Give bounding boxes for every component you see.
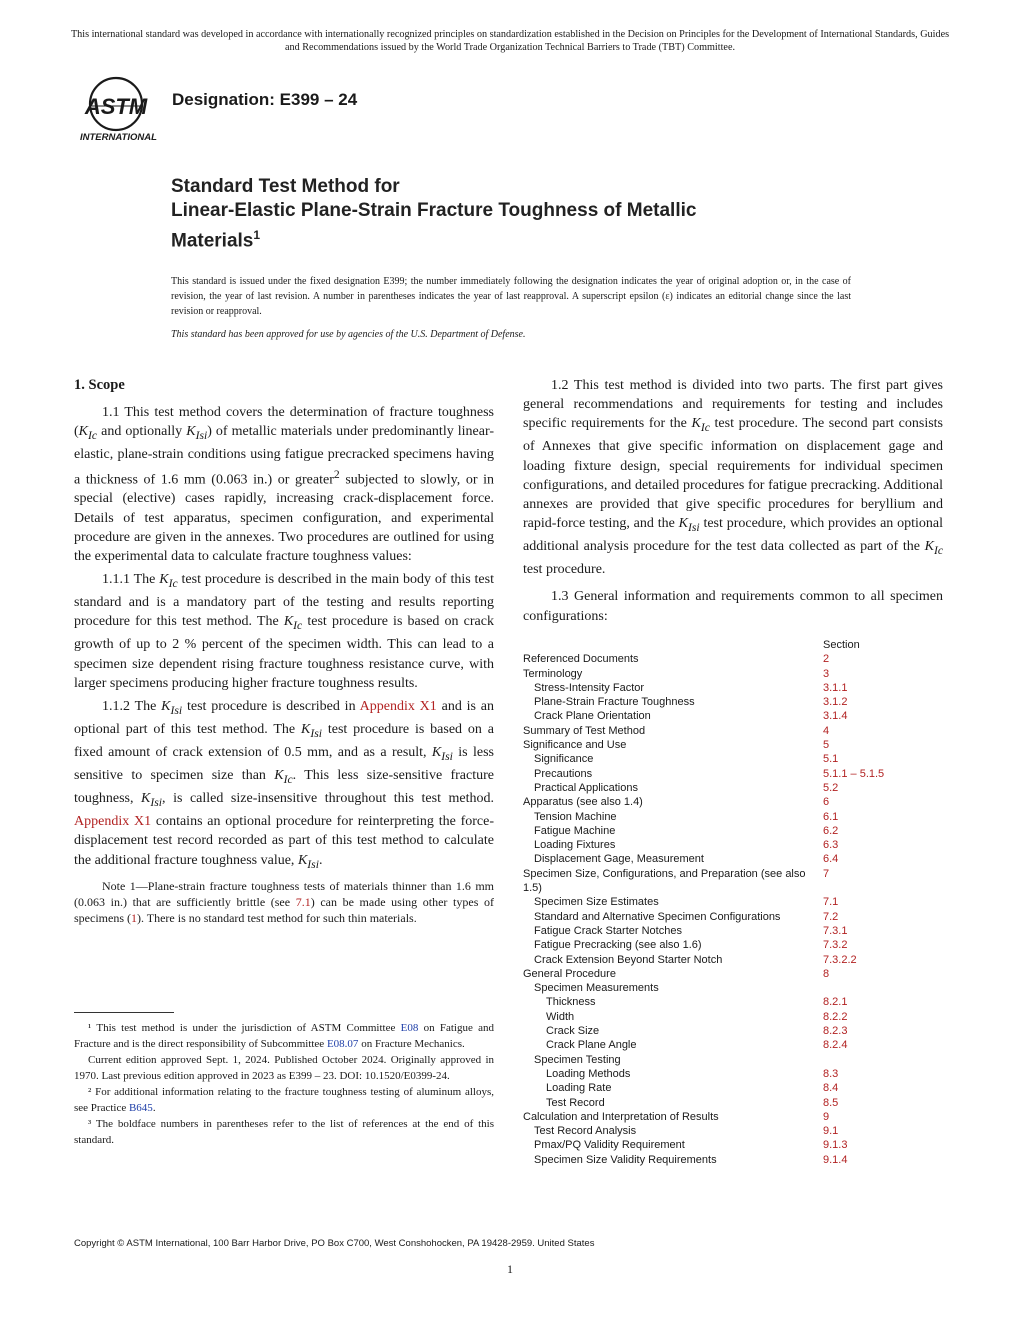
para-1-1-2: 1.1.2 The $K_{Isi}$ test procedure is described in Appendix X1 and is an optional part of this test method. The $K_{Isi}$ test procedure is based on a fixed amount of crack extension of 0.5 mm, and as a result, $K_{Isi}$ is less sensitive to specimen size than $K_{Ic}$. This less size-sensitive fracture toughness, $K_{Isi}$, is called size-insensitive throughout this test method. Appendix X1 contains an optional procedure for reinterpreting the force-displacement test record recorded as part of this test method to calculate the additional fracture toughness value, $K_{Isi}$. xyxy=(74,699,495,871)
toc-label: Significance xyxy=(534,753,594,766)
footnote-1-edition: Current edition approved Sept. 1, 2024. Published October 2024. Originally approved in 1970. Last previous edition approved in 2023 as E399 – 23. DOI: 10.1520/E0399-24. xyxy=(74,1054,494,1082)
e08-07-link[interactable]: E08.07 xyxy=(326,1038,359,1050)
copyright: Copyright © ASTM International, 100 Barr Harbor Drive, PO Box C700, West Conshohocken, PA 19428-2959. United States xyxy=(74,1238,595,1249)
footnote-1: ¹ This test method is under the jurisdiction of ASTM Committee E08 on Fatigue and Fracture and is the direct responsibility of Subcommittee E08.07 on Fracture Mechanics. xyxy=(74,1022,494,1050)
toc-row xyxy=(523,852,943,866)
toc-label: Test Record xyxy=(546,1096,605,1109)
toc-section-link[interactable]: 8.5 xyxy=(823,1096,839,1109)
e08-link[interactable]: E08 xyxy=(400,1022,419,1034)
title-line-2: Linear-Elastic Plane-Strain Fracture Toughness of Metallic xyxy=(171,200,697,221)
toc-section-link[interactable]: 9 xyxy=(823,1110,830,1123)
toc-label: Specimen Testing xyxy=(534,1053,621,1066)
footnote-divider xyxy=(74,1012,174,1013)
toc-row xyxy=(523,1038,943,1052)
toc-section-link[interactable]: 8.2.1 xyxy=(823,996,848,1009)
toc-section-link[interactable]: 5.1 xyxy=(823,753,839,766)
para-1-1: 1.1 This test method covers the determination of fracture toughness ($K_{Ic}$ and optionally $K_{Isi}$) of metallic materials under predominantly linear-elastic, plane-strain conditions using fatigue precracked specimens having a thickness of 1.6 mm (0.063 in.) or greater$^2$ subjected to slowly, or in special (elective) cases rapidly, increasing crack-displacement force. Details of test apparatus, specimen configuration, and experimental procedure are given in the annexes. Two procedures are outlined for using the experimental data to calculate fracture toughness values: xyxy=(74,405,494,565)
designation: Designation: E399 – 24 xyxy=(172,90,358,109)
toc-row xyxy=(523,1024,943,1038)
toc-label: Terminology xyxy=(523,667,583,680)
toc-row xyxy=(523,824,943,838)
toc-label: Loading Fixtures xyxy=(534,839,616,852)
toc-row xyxy=(523,838,943,852)
toc-label: Specimen Size, Configurations, and Preparation (see also 1.5) xyxy=(523,867,806,895)
toc-label: Plane-Strain Fracture Toughness xyxy=(534,696,695,709)
issue-note: This standard is issued under the fixed designation E399; the number immediately following the designation indicates the year of original adoption or, in the case of revision, the year of last revision. A number in parentheses indicates the year of last reapproval. A superscript epsilon (ε) indicates an editorial change since the last revision or reapproval. xyxy=(171,276,851,317)
toc-section-link[interactable]: 2 xyxy=(823,653,830,666)
toc-section-link[interactable]: 8.4 xyxy=(823,1082,839,1095)
footnotes xyxy=(74,1020,494,1148)
toc-row xyxy=(523,652,943,666)
toc-label: Stress-Intensity Factor xyxy=(534,681,645,694)
toc-section-link[interactable]: 8 xyxy=(823,967,830,980)
title-line-1: Standard Test Method for xyxy=(171,176,400,197)
toc-row xyxy=(523,1096,943,1110)
toc-row xyxy=(523,981,943,995)
scope-heading: 1. Scope xyxy=(74,377,125,393)
toc-section-link[interactable]: 4 xyxy=(823,724,830,737)
toc-label: Standard and Alternative Specimen Configurations xyxy=(534,910,781,923)
toc-label: Width xyxy=(546,1010,575,1023)
toc-row xyxy=(523,1153,943,1167)
toc-section-link[interactable]: 8.2.2 xyxy=(823,1010,848,1023)
toc-section-link[interactable]: 7.3.2.2 xyxy=(823,953,857,966)
toc-row xyxy=(523,953,943,967)
toc-section-link[interactable]: 6.1 xyxy=(823,810,839,823)
toc-section-link[interactable]: 5.2 xyxy=(823,781,839,794)
toc-label: Specimen Size Estimates xyxy=(534,896,659,909)
toc-section-link[interactable]: 9.1 xyxy=(823,1125,839,1138)
toc-section-link[interactable]: 7.2 xyxy=(823,910,839,923)
toc-label: Crack Plane Orientation xyxy=(534,710,651,723)
title-line-3: Materials$^1$ xyxy=(171,228,261,252)
para-1-3: 1.3 General information and requirements common to all specimen configurations: xyxy=(523,589,943,624)
toc-row xyxy=(523,695,943,709)
toc-label: Significance and Use xyxy=(523,739,627,752)
toc-row xyxy=(523,1124,943,1138)
svg-text:ASTM: ASTM xyxy=(84,94,148,119)
toc-label: Calculation and Interpretation of Results xyxy=(523,1110,719,1123)
toc-row xyxy=(523,924,943,938)
toc-row xyxy=(523,738,943,752)
reference-1-link[interactable]: 1 xyxy=(130,910,137,925)
toc-section-link[interactable]: 5.1.1 – 5.1.5 xyxy=(823,767,885,780)
toc-label: Crack Plane Angle xyxy=(546,1039,637,1052)
toc-label: Displacement Gage, Measurement xyxy=(534,853,704,866)
svg-text:INTERNATIONAL: INTERNATIONAL xyxy=(80,132,157,143)
dod-note: This standard has been approved for use by agencies of the U.S. Department of Defense. xyxy=(171,329,526,340)
toc-header: Section xyxy=(823,639,860,651)
toc-section-link[interactable]: 3 xyxy=(823,667,830,680)
page-number: 1 xyxy=(507,1262,513,1276)
note-1: Note 1—Plane-strain fracture toughness tests of materials thinner than 1.6 mm (0.063 in.) that are sufficiently brittle (see 7.1) can be made using other types of specimens (1). There is no standard test method for such thin materials. xyxy=(74,878,494,925)
section-index xyxy=(523,638,943,1167)
toc-section-link[interactable]: 7.3.2 xyxy=(823,939,848,952)
toc-label: Loading Rate xyxy=(546,1082,612,1095)
appendix-x1-link[interactable]: Appendix X1 xyxy=(359,699,437,715)
toc-section-link[interactable]: 5 xyxy=(823,739,830,752)
toc-label: Specimen Measurements xyxy=(534,982,659,995)
toc-row xyxy=(523,910,943,924)
toc-section-link[interactable]: 3.1.4 xyxy=(823,710,848,723)
toc-section-link[interactable]: 7.1 xyxy=(823,896,839,909)
appendix-x1-link-2[interactable]: Appendix X1 xyxy=(74,814,152,830)
toc-row xyxy=(523,781,943,795)
toc-section-link[interactable]: 6 xyxy=(823,796,830,809)
toc-label: Fatigue Precracking (see also 1.6) xyxy=(534,939,702,952)
toc-row xyxy=(523,938,943,952)
toc-label: Tension Machine xyxy=(534,810,617,823)
toc-label: Fatigue Machine xyxy=(534,824,616,837)
toc-row xyxy=(523,1138,943,1152)
section-7-1-link[interactable]: 7.1 xyxy=(295,894,311,909)
toc-label: Summary of Test Method xyxy=(523,724,646,737)
toc-section-link[interactable]: 8.2.4 xyxy=(823,1039,848,1052)
toc-label: Crack Size xyxy=(546,1025,600,1038)
toc-row xyxy=(523,667,943,681)
toc-row xyxy=(523,867,943,896)
toc-section-link[interactable]: 3.1.1 xyxy=(823,681,848,694)
toc-row xyxy=(523,1067,943,1081)
toc-row xyxy=(523,681,943,695)
toc-row xyxy=(523,967,943,981)
toc-row xyxy=(523,724,943,738)
para-1-2: 1.2 This test method is divided into two parts. The first part gives general recommendations and requirements for testing and includes specific requirements for the $K_{Ic}$ test procedure. The second part consists of Annexes that give specific information on displacement gage and loading fixture design, special requirements for individual specimen configurations, and detailed procedures for fatigue precracking. Additional annexes are provided that give specific procedures for beryllium and rapid-force testing, and the $K_{Isi}$ test procedure, which provides an optional additional analysis procedure for the test data collected as part of the $K_{Ic}$ test procedure. xyxy=(523,378,943,578)
toc-label: Practical Applications xyxy=(534,781,638,794)
toc-label: Crack Extension Beyond Starter Notch xyxy=(534,953,723,966)
toc-row xyxy=(523,810,943,824)
toc-section-link[interactable]: 8.2.3 xyxy=(823,1025,848,1038)
toc-row xyxy=(523,709,943,723)
toc-label: Pmax/PQ Validity Requirement xyxy=(534,1139,685,1152)
toc-section-link[interactable]: 6.3 xyxy=(823,839,839,852)
right-column xyxy=(523,376,943,630)
toc-label: Loading Methods xyxy=(546,1067,631,1080)
toc-section-link[interactable]: 8.3 xyxy=(823,1067,839,1080)
toc-section-link[interactable]: 9.1.3 xyxy=(823,1139,848,1152)
toc-row xyxy=(523,1110,943,1124)
toc-label: Referenced Documents xyxy=(523,653,639,666)
toc-row xyxy=(523,1081,943,1095)
document-title xyxy=(171,176,891,253)
toc-section-link[interactable]: 7.3.1 xyxy=(823,924,848,937)
toc-row xyxy=(523,795,943,809)
astm-logo xyxy=(78,76,162,144)
toc-row xyxy=(523,995,943,1009)
toc-section-link[interactable]: 9.1.4 xyxy=(823,1153,848,1166)
toc-row xyxy=(523,1010,943,1024)
toc-section-link[interactable]: 7 xyxy=(823,867,830,880)
toc-row xyxy=(523,767,943,781)
footnote-2: ² For additional information relating to the fracture toughness testing of aluminum alloys, see Practice B645. xyxy=(74,1086,494,1114)
toc-row xyxy=(523,1053,943,1067)
para-1-1-1: 1.1.1 The $K_{Ic}$ test procedure is described in the main body of this test standard and is a mandatory part of the testing and results reporting procedure for this test method. The $K_{Ic}$ test procedure is based on crack growth of up to 2 % percent of the specimen width. This can lead to a specimen size dependent rising fracture toughness resistance curve, with larger specimens producing higher fracture toughness results. xyxy=(74,572,494,691)
b645-link[interactable]: B645 xyxy=(128,1102,153,1114)
left-column xyxy=(74,376,494,930)
wto-notice: This international standard was developed in accordance with internationally recognized principles on standardization established in the Decision on Principles for the Development of International Standards, Guides and Recommendations issued by the World Trade Organization Technical Barriers to Trade (TBT) Committee. xyxy=(70,29,950,53)
toc-section-link[interactable]: 6.2 xyxy=(823,824,839,837)
toc-label: Apparatus (see also 1.4) xyxy=(523,796,643,809)
toc-row xyxy=(523,895,943,909)
footnote-3: ³ The boldface numbers in parentheses refer to the list of references at the end of this standard. xyxy=(74,1118,494,1146)
toc-label: Thickness xyxy=(546,996,596,1009)
toc-label: Specimen Size Validity Requirements xyxy=(534,1153,717,1166)
toc-label: Test Record Analysis xyxy=(534,1125,637,1138)
toc-section-link[interactable]: 3.1.2 xyxy=(823,696,848,709)
toc-label: Fatigue Crack Starter Notches xyxy=(534,924,682,937)
toc-label: General Procedure xyxy=(523,967,616,980)
toc-section-link[interactable]: 6.4 xyxy=(823,853,839,866)
toc-label: Precautions xyxy=(534,767,593,780)
toc-row xyxy=(523,752,943,766)
